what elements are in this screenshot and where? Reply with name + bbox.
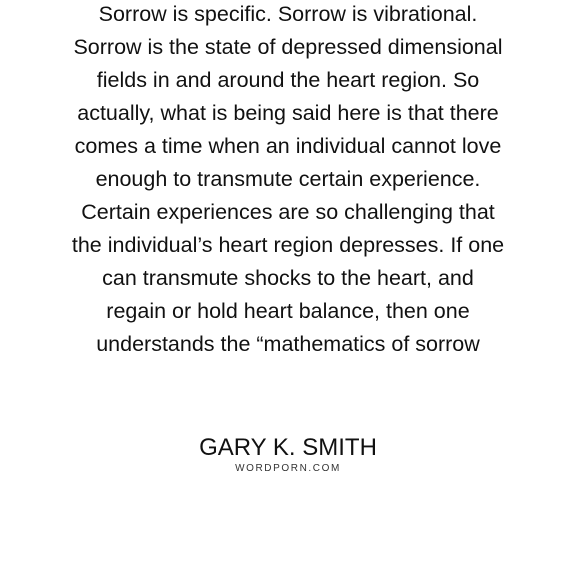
quote-line: comes a time when an individual cannot love [74, 134, 502, 158]
quote-line: the individual’s heart region depresses. If one [71, 233, 505, 257]
quote-line: fields in and around the heart region. So [96, 68, 480, 92]
quote-line: Certain experiences are so challenging that [81, 200, 495, 224]
quote-line: understands the “mathematics of sorrow [96, 332, 480, 356]
quote-line: Sorrow is the state of depressed dimensional [73, 35, 503, 59]
quote-line: actually, what is being said here is that there [77, 101, 499, 125]
quote-line: regain or hold heart balance, then one [106, 299, 470, 323]
quote-line: can transmute shocks to the heart, and [102, 266, 474, 290]
site-name: WORDPORN.COM [235, 463, 341, 474]
author-name: GARY K. SMITH [199, 434, 377, 461]
quote-line: Sorrow is specific. Sorrow is vibrational. [98, 2, 478, 26]
quote-line: enough to transmute certain experience. [95, 167, 481, 191]
